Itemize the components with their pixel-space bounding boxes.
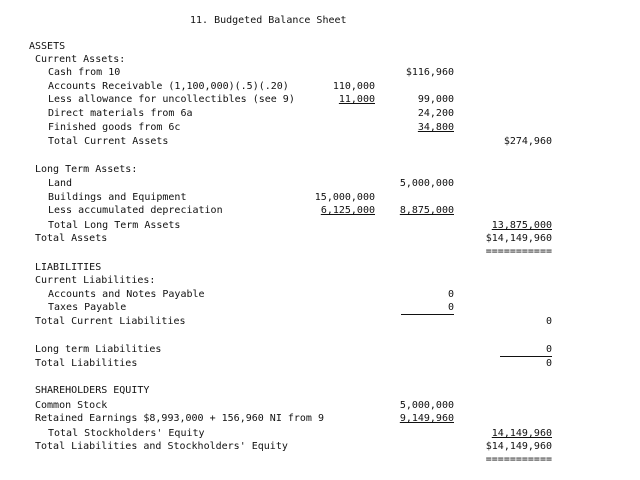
total-current-assets-label: Total Current Assets xyxy=(48,136,169,147)
total-assets-value: $14,149,960 xyxy=(485,233,552,244)
depreciation-value: 6,125,000 xyxy=(320,205,375,216)
total-current-liabilities-value: 0 xyxy=(545,316,552,327)
total-liabilities-equity-label: Total Liabilities and Stockholders' Equity xyxy=(35,441,288,452)
total-current-assets-value: $274,960 xyxy=(503,136,552,147)
total-liabilities-label: Total Liabilities xyxy=(35,358,138,369)
direct-materials-label: Direct materials from 6a xyxy=(48,108,193,119)
finished-goods-label: Finished goods from 6c xyxy=(48,122,181,133)
depreciation-label: Less accumulated depreciation xyxy=(48,205,223,216)
retained-earnings-value: 9,149,960 xyxy=(399,413,454,424)
assets-heading: ASSETS xyxy=(29,41,66,52)
direct-materials-value: 24,200 xyxy=(417,108,454,119)
long-term-assets-heading: Long Term Assets: xyxy=(35,164,138,175)
depreciation-net: 8,875,000 xyxy=(399,205,454,216)
retained-earnings-label: Retained Earnings $8,993,000 + 156,960 NI from 9 xyxy=(35,413,324,424)
ar-value: 110,000 xyxy=(332,81,375,92)
land-label: Land xyxy=(48,178,73,189)
liabilities-heading: LIABILITIES xyxy=(35,262,102,273)
total-current-liabilities-label: Total Current Liabilities xyxy=(35,316,186,327)
total-equity-value: 14,149,960 xyxy=(491,428,552,439)
allowance-value: 11,000 xyxy=(338,94,375,105)
finished-goods-value: 34,800 xyxy=(417,122,454,133)
buildings-label: Buildings and Equipment xyxy=(48,192,187,203)
accounts-payable-value: 0 xyxy=(447,289,454,300)
total-assets-label: Total Assets xyxy=(35,233,108,244)
long-term-liabilities-label: Long term Liabilities xyxy=(35,344,162,355)
taxes-payable-label: Taxes Payable xyxy=(48,302,127,313)
land-value: 5,000,000 xyxy=(399,178,454,189)
total-long-term-assets-label: Total Long Term Assets xyxy=(48,220,181,231)
total-liabilities-equity-double-rule: =========== xyxy=(485,454,552,465)
ar-label: Accounts Receivable (1,100,000)(.5)(.20) xyxy=(48,81,289,92)
total-liabilities-equity-value: $14,149,960 xyxy=(485,441,552,452)
cash-label: Cash from 10 xyxy=(48,67,121,78)
total-long-term-assets-value: 13,875,000 xyxy=(491,220,552,231)
allowance-label: Less allowance for uncollectibles (see 9) xyxy=(48,94,295,105)
taxes-payable-rule xyxy=(401,314,454,315)
page-title: 11. Budgeted Balance Sheet xyxy=(190,15,347,26)
common-stock-value: 5,000,000 xyxy=(399,400,454,411)
buildings-value: 15,000,000 xyxy=(314,192,375,203)
common-stock-label: Common Stock xyxy=(35,400,108,411)
taxes-payable-value: 0 xyxy=(447,302,454,313)
long-term-liabilities-rule xyxy=(500,356,552,357)
long-term-liabilities-value: 0 xyxy=(545,344,552,355)
allowance-net: 99,000 xyxy=(417,94,454,105)
accounts-payable-label: Accounts and Notes Payable xyxy=(48,289,205,300)
total-liabilities-value: 0 xyxy=(545,358,552,369)
equity-heading: SHAREHOLDERS EQUITY xyxy=(35,385,150,396)
cash-value: $116,960 xyxy=(405,67,454,78)
total-assets-double-rule: =========== xyxy=(485,246,552,257)
total-equity-label: Total Stockholders' Equity xyxy=(48,428,205,439)
current-liabilities-heading: Current Liabilities: xyxy=(35,275,156,286)
current-assets-heading: Current Assets: xyxy=(35,54,126,65)
